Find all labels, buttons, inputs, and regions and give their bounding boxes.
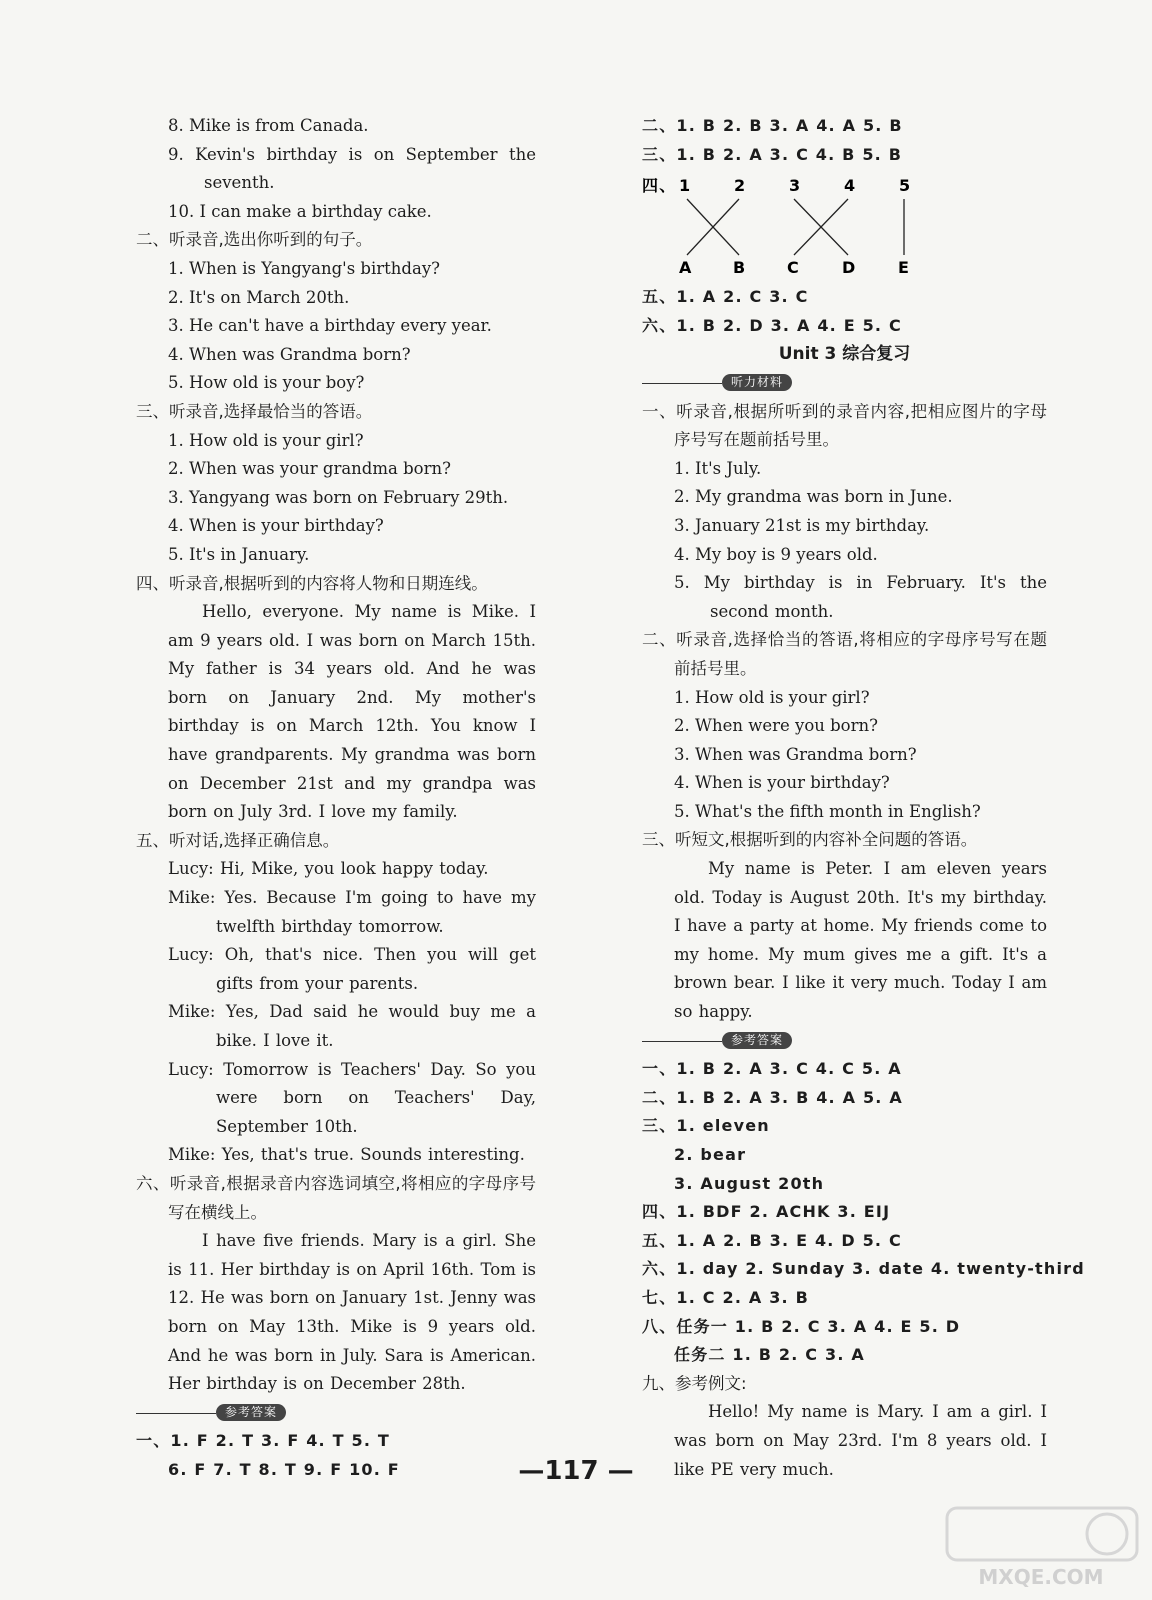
- dialog-line: Mike: Yes. Because I'm going to have my twelfth birthday tomorrow.: [168, 888, 536, 936]
- section-title: 九、参考例文:: [642, 1373, 747, 1393]
- list-item: 5. How old is your boy?: [168, 373, 365, 393]
- section-title: 三、听录音,选择最恰当的答语。: [136, 401, 373, 421]
- answers-tag: 参考答案: [216, 1404, 286, 1421]
- answers-header: [136, 1399, 536, 1428]
- list-item: 3. He can't have a birthday every year.: [168, 316, 492, 336]
- divider: [136, 1413, 216, 1414]
- answer-line: 五、1. A 2. C 3. C: [642, 287, 809, 307]
- list-item: 4. When is your birthday?: [674, 773, 890, 793]
- section-title: 二、听录音,选出你听到的句子。: [136, 230, 373, 250]
- answer-line: 八、任务一 1. B 2. C 3. A 4. E 5. D: [642, 1316, 961, 1336]
- list-item: 5. It's in January.: [168, 544, 310, 564]
- answer-line: 6. F 7. T 8. T 9. F 10. F: [168, 1459, 400, 1479]
- section-title: 五、听对话,选择正确信息。: [136, 830, 340, 850]
- answers-tag: 参考答案: [722, 1032, 792, 1049]
- match-bottom-label: C: [787, 258, 799, 278]
- answer-line: 二、1. B 2. B 3. A 4. A 5. B: [642, 116, 903, 135]
- listening-tag: 听力材料: [722, 374, 792, 391]
- section-title: 三、听短文,根据听到的内容补全问题的答语。: [642, 830, 978, 850]
- answers-header: [642, 1027, 1047, 1056]
- list-item: 2. My grandma was born in June.: [674, 487, 953, 507]
- section-title: 四、听录音,根据听到的内容将人物和日期连线。: [136, 573, 488, 593]
- list-item: 4. My boy is 9 years old.: [674, 544, 878, 564]
- list-item: 2. It's on March 20th.: [168, 287, 350, 307]
- match-bottom-label: D: [842, 258, 856, 278]
- list-item: 4. When is your birthday?: [168, 516, 384, 536]
- section-title: 二、听录音,选择恰当的答语,将相应的字母序号写在题前括号里。: [642, 630, 1047, 678]
- match-top-label: 3: [789, 176, 801, 196]
- list-item: 3. January 21st is my birthday.: [674, 515, 930, 535]
- list-item: 5. What's the fifth month in English?: [674, 801, 981, 821]
- watermark-text: MXQE.COM: [978, 1565, 1104, 1589]
- watermark-logo: [939, 1502, 1144, 1592]
- list-item: 1. How old is your girl?: [168, 430, 364, 450]
- answer-line: 一、1. F 2. T 3. F 4. T 5. T: [136, 1431, 390, 1451]
- answer-line: 一、1. B 2. A 3. C 4. C 5. A: [642, 1059, 902, 1079]
- answer-line: 六、1. B 2. D 3. A 4. E 5. C: [642, 315, 902, 335]
- dialog-line: Lucy: Hi, Mike, you look happy today.: [168, 859, 489, 879]
- list-item: 2. When were you born?: [674, 716, 878, 736]
- right-column: [642, 112, 1085, 1484]
- matching-diagram: [642, 169, 1047, 283]
- answer-line: 四、1. BDF 2. ACHK 3. EIJ: [642, 1202, 891, 1222]
- section-title: 一、听录音,根据所听到的录音内容,把相应图片的字母序号写在题前括号里。: [642, 401, 1047, 450]
- dialog-line: Mike: Yes, that's true. Sounds interesting.: [168, 1145, 525, 1165]
- list-item: 1. How old is your girl?: [674, 687, 870, 707]
- matching-lines: [642, 169, 942, 283]
- list-item: 2. When was your grandma born?: [168, 459, 451, 479]
- answer-line: 二、1. B 2. A 3. B 4. A 5. A: [642, 1087, 903, 1107]
- match-bottom-label: E: [898, 258, 909, 278]
- answer-line: 3. August 20th: [674, 1173, 825, 1193]
- match-top-label: 4: [844, 176, 856, 196]
- dialog-line: Mike: Yes, Dad said he would buy me a bike. I love it.: [168, 1002, 536, 1050]
- divider: [642, 1041, 722, 1042]
- paragraph: Hello! My name is Mary. I am a girl. I was born on May 23rd. I'm 8 years old. I like PE very much.: [674, 1402, 1047, 1479]
- listening-header: [642, 369, 1047, 398]
- answer-line: 任务二 1. B 2. C 3. A: [674, 1345, 865, 1365]
- answer-line: 六、1. day 2. Sunday 3. date 4. twenty-third: [642, 1259, 1085, 1279]
- match-bottom-label: A: [679, 258, 692, 278]
- list-item: 3. Yangyang was born on February 29th.: [168, 487, 509, 507]
- answer-line: 2. bear: [674, 1145, 747, 1164]
- list-item: 5. My birthday is in February. It's the second month.: [674, 573, 1047, 621]
- list-item: 3. When was Grandma born?: [674, 744, 917, 764]
- left-column: [136, 112, 536, 1485]
- answer-line: 三、1. eleven: [642, 1116, 770, 1136]
- paragraph: Hello, everyone. My name is Mike. I am 9 years old. I was born on March 15th. My father is 34 years old. And he was born on January 2nd. My mother's birthday is on March 12th. You know I have grandparents. My grandma was born on December 21st and my grandpa was born on July 3rd. I love my family.: [168, 602, 536, 822]
- match-bottom-label: B: [733, 258, 746, 278]
- list-item: 1. When is Yangyang's birthday?: [168, 258, 440, 278]
- match-top-label: 2: [734, 176, 746, 196]
- match-top-label: 1: [679, 176, 691, 196]
- match-top-label: 5: [899, 176, 911, 196]
- answer-line: 五、1. A 2. B 3. E 4. D 5. C: [642, 1230, 902, 1250]
- divider: [642, 383, 722, 384]
- paragraph: My name is Peter. I am eleven years old. Today is August 20th. It's my birthday. I have a party at home. My friends come to my home. My mum gives me a gift. It's a brown bear. I like it very much. Today I am so happy.: [674, 859, 1047, 1022]
- answer-line: 七、1. C 2. A 3. B: [642, 1287, 810, 1307]
- text-line: 8. Mike is from Canada.: [168, 116, 369, 135]
- text-line: 10. I can make a birthday cake.: [168, 201, 432, 221]
- list-item: 1. It's July.: [674, 458, 762, 478]
- dialog-line: Lucy: Tomorrow is Teachers' Day. So you were born on Teachers' Day, September 10th.: [168, 1059, 536, 1136]
- section-title: 六、听录音,根据录音内容选词填空,将相应的字母序号写在横线上。: [136, 1173, 536, 1222]
- list-item: 4. When was Grandma born?: [168, 344, 411, 364]
- text-line: 9. Kevin's birthday is on September the seventh.: [168, 144, 536, 193]
- paragraph: I have five friends. Mary is a girl. She is 11. Her birthday is on April 16th. Tom is 12. He was born on January 1st. Jenny was born on May 13th. Mike is 9 years old. And he was born in July. Sara is American. Her birthday is on December 28th.: [168, 1231, 536, 1394]
- page-number: —117 —: [518, 1456, 634, 1486]
- unit-title: Unit 3 综合复习: [778, 344, 911, 365]
- dialog-line: Lucy: Oh, that's nice. Then you will get gifts from your parents.: [168, 945, 536, 993]
- section-label: 四、: [642, 176, 677, 196]
- answer-line: 三、1. B 2. A 3. C 4. B 5. B: [642, 144, 903, 164]
